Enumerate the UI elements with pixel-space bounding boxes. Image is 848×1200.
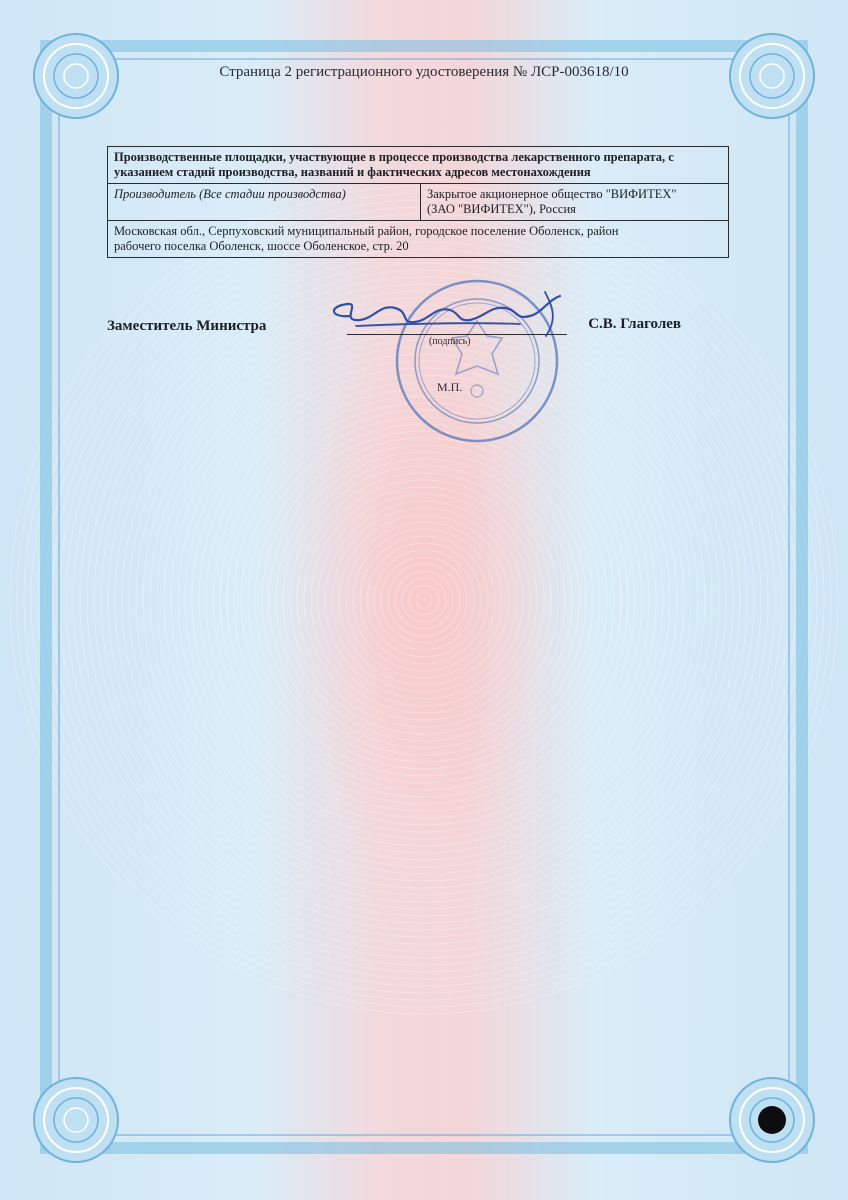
manufacturer-role: Производитель (Все стадии производства) [108,184,421,221]
punch-hole [758,1106,786,1134]
manufacturer-address [108,221,729,258]
signatory-name: С.В. Глаголев [588,316,681,332]
company-line: (ЗАО "ВИФИТЕХ"), Россия [427,202,576,216]
table-heading: Производственные площадки, участвующие в процессе производства лекарственного препарата, с указанием стадий производства, названий и фактических адресов местонахождения [108,147,729,184]
signatory-position: Заместитель Министра [107,318,267,334]
corner-rosette-icon [30,1074,122,1166]
table-row [108,147,729,184]
address-line: Московская обл., Серпуховский муниципальный район, городское поселение Оболенск, район [114,224,619,238]
production-sites-table [107,146,729,258]
handwritten-signature-icon [320,286,590,346]
manufacturer-company [421,184,729,221]
company-line: Закрытое акционерное общество "ВИФИТЕХ" [427,187,677,201]
signature-caption: (подпись) [429,336,471,347]
page-title: Страница 2 регистрационного удостоверения № ЛСР-003618/10 [219,64,629,80]
address-line: рабочего поселка Оболенск, шоссе Оболенское, стр. 20 [114,239,409,253]
stamp-place-label: М.П. [437,380,463,394]
table-row [108,184,729,221]
table-row [108,221,729,258]
